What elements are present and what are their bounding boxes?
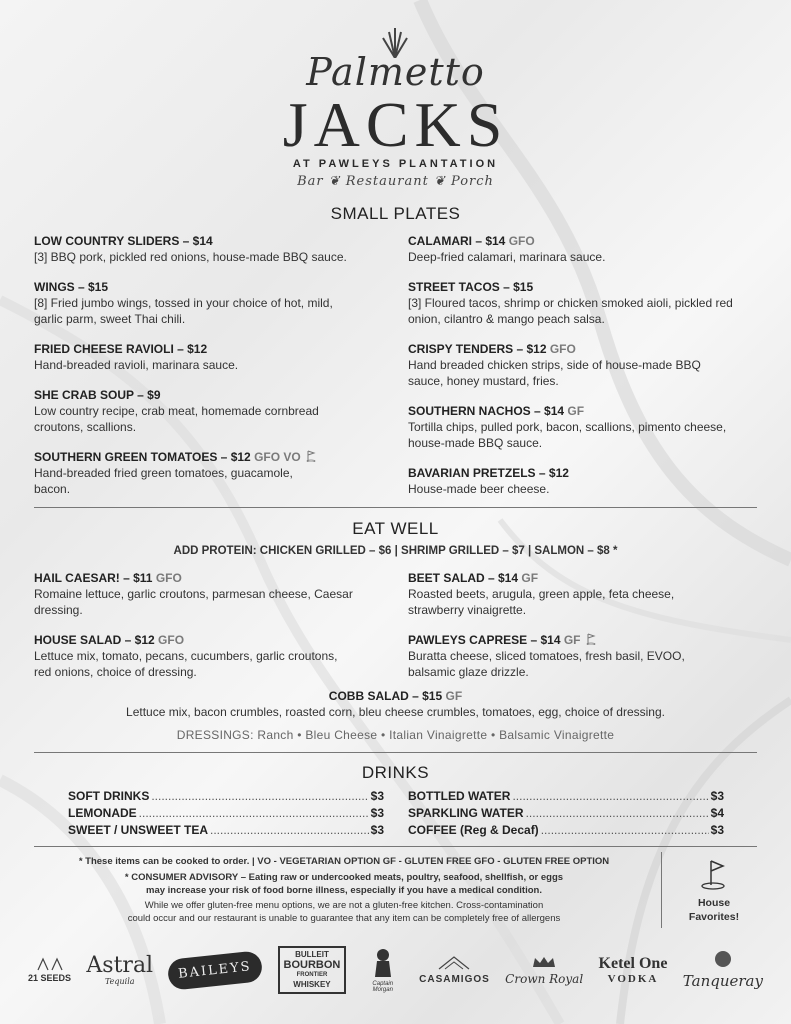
item-desc: Deep-fried calamari, marinara sauce. (408, 250, 606, 264)
menu-item (34, 233, 394, 265)
menu-item (408, 233, 768, 265)
item-desc: Tortilla chips, pulled pork, bacon, scallions, pimento cheese, house-made BBQ sauce. (408, 420, 727, 450)
drink-row: SOFT DRINKS ..... $3 (68, 788, 384, 805)
house-favorite-flag-icon (586, 633, 596, 645)
item-name: FRIED CHEESE RAVIOLI – $12 (34, 342, 208, 356)
item-desc: Lettuce mix, tomato, pecans, cucumbers, garlic croutons, red onions, choice of dressing. (34, 649, 338, 679)
menu-item (34, 632, 394, 680)
astral-logo: Astral Tequila (86, 952, 154, 986)
legend-note: * These items can be cooked to order. | VO - VEGETARIAN OPTION GF - GLUTEN FREE GFO - GLUTEN FREE OPTION (78, 856, 610, 867)
ketel-one-logo: Ketel One VODKA (598, 955, 668, 985)
consumer-advisory-line-1: * CONSUMER ADVISORY – Eating raw or undercooked meats, poultry, seafood, shellfish, or eggs (124, 872, 564, 883)
section-divider (34, 752, 757, 753)
item-desc: Hand-breaded ravioli, marinara sauce. (34, 358, 239, 372)
menu-item (408, 341, 768, 389)
item-desc: [3] Floured tacos, shrimp or chicken smoked aioli, pickled red onion, cilantro & mango peach salsa. (408, 296, 733, 326)
menu-item (408, 403, 768, 451)
item-desc: Hand-breaded fried green tomatoes, guacamole, bacon. (34, 466, 293, 496)
menu-item (408, 279, 768, 327)
item-name: BAVARIAN PRETZELS – $12 (408, 466, 569, 480)
add-protein-line: ADD PROTEIN: CHICKEN GRILLED – $6 | SHRIMP GRILLED – $7 | SALMON – $8 * (173, 545, 618, 557)
house-favorites-label: House Favorites! (688, 897, 740, 923)
small-plates-title: SMALL PLATES (330, 204, 461, 223)
cobb-salad-item (0, 688, 791, 720)
item-desc: Romaine lettuce, garlic croutons, parmesan cheese, Caesar dressing. (34, 587, 353, 617)
brand-logos (28, 942, 763, 998)
gluten-note-line-1: While we offer gluten-free menu options, we are not a gluten-free kitchen. Cross-contamination (144, 900, 544, 911)
item-name: PAWLEYS CAPRESE – $14 GF (408, 632, 768, 648)
section-divider (34, 846, 757, 847)
captain-morgan-logo: Captain Morgan (362, 947, 404, 993)
drink-row: LEMONADE ..... $3 (68, 805, 384, 822)
item-tag: GFO VO (254, 450, 301, 464)
21-seeds-logo: 21 SEEDS (28, 957, 71, 983)
drink-row: SPARKLING WATER ..... $4 (408, 805, 724, 822)
item-tag: GF (521, 571, 539, 585)
menu-item (34, 341, 394, 373)
item-tag: GF (567, 404, 585, 418)
item-name: HAIL CAESAR! – $11 GFO (34, 571, 182, 585)
footer-divider (661, 852, 662, 928)
dressings-line: DRESSINGS: Ranch • Bleu Cheese • Italian Vinaigrette • Balsamic Vinaigrette (176, 728, 615, 742)
item-tag: GFO (508, 234, 535, 248)
item-desc: Hand breaded chicken strips, side of house-made BBQ sauce, honey mustard, fries. (408, 358, 701, 388)
menu-item (408, 465, 768, 497)
drink-row: SWEET / UNSWEET TEA ..... $3 (68, 822, 384, 839)
menu-item (408, 632, 768, 680)
item-tag: GFO (158, 633, 185, 647)
item-name: HOUSE SALAD – $12 GFO (34, 633, 185, 647)
item-name: SOUTHERN NACHOS – $14 GF (408, 404, 585, 418)
item-name: CRISPY TENDERS – $12 GFO (408, 342, 576, 356)
item-desc: House-made beer cheese. (408, 482, 550, 496)
drink-row: COFFEE (Reg & Decaf) ..... $3 (408, 822, 724, 839)
menu-item (34, 570, 394, 618)
logo-script-name: Palmetto (306, 50, 485, 94)
casamigos-logo: CASAMIGOS (419, 955, 490, 985)
item-name: STREET TACOS – $15 (408, 280, 534, 294)
menu-item (34, 449, 394, 497)
item-name: BEET SALAD – $14 GF (408, 571, 539, 585)
item-desc: [8] Fried jumbo wings, tossed in your choice of hot, mild, garlic parm, sweet Thai chili. (34, 296, 333, 326)
item-tag: GFO (155, 571, 182, 585)
menu-item (408, 570, 768, 618)
item-tag: GF (563, 633, 581, 647)
drinks-title: DRINKS (361, 763, 430, 782)
house-favorite-flag-icon (306, 450, 316, 462)
item-name: COBB SALAD – $15 GF (328, 689, 463, 703)
eat-well-title: EAT WELL (352, 519, 439, 538)
item-desc: [3] BBQ pork, pickled red onions, house-made BBQ sauce. (34, 250, 347, 264)
tanqueray-logo: Tanqueray (683, 950, 763, 990)
gluten-note-line-2: could occur and our restaurant is unable to guarantee that any item can be completely free of allergens (127, 913, 561, 924)
baileys-logo: BAILEYS (168, 955, 262, 986)
section-divider (34, 507, 757, 508)
item-desc: Low country recipe, crab meat, homemade cornbread croutons, scallions. (34, 404, 319, 434)
menu-item (34, 279, 394, 327)
menu-item (34, 387, 394, 435)
house-favorites-legend (672, 858, 756, 924)
item-name: WINGS – $15 (34, 280, 109, 294)
item-name: CALAMARI – $14 GFO (408, 234, 535, 248)
item-desc: Roasted beets, arugula, green apple, feta cheese, strawberry vinaigrette. (408, 587, 675, 617)
crown-royal-logo: Crown Royal (505, 955, 583, 986)
item-name: LOW COUNTRY SLIDERS – $14 (34, 234, 213, 248)
item-desc: Lettuce mix, bacon crumbles, roasted corn, bleu cheese crumbles, tomatoes, egg, choice of dressing. (126, 705, 665, 719)
item-name: SHE CRAB SOUP – $9 (34, 388, 161, 402)
item-tag: GFO (549, 342, 576, 356)
drink-row: BOTTLED WATER ..... $3 (408, 788, 724, 805)
item-tag: GF (445, 689, 463, 703)
logo-tagline: Bar ❦ Restaurant ❦ Porch (297, 174, 494, 189)
bulleit-bourbon-logo: BULLEIT BOURBON FRONTIER WHISKEY (278, 946, 347, 994)
item-desc: Buratta cheese, sliced tomatoes, fresh basil, EVOO, balsamic glaze drizzle. (408, 649, 685, 679)
item-name: SOUTHERN GREEN TOMATOES – $12 GFO VO (34, 449, 394, 465)
logo-main-name: JACKS (282, 89, 509, 160)
house-favorite-flag-icon (697, 858, 731, 892)
consumer-advisory-line-2: may increase your risk of food borne illness, especially if you have a medical condition. (146, 885, 542, 896)
logo-subtitle: AT PAWLEYS PLANTATION (292, 158, 499, 170)
